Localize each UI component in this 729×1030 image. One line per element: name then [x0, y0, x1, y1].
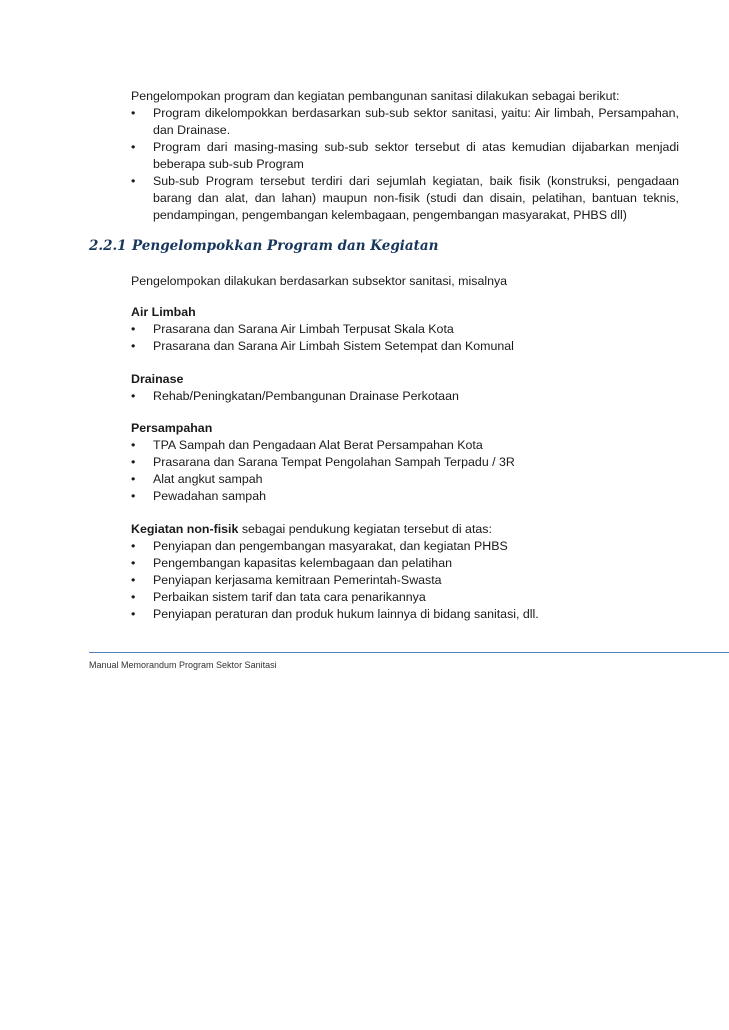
list-item: • Prasarana dan Sarana Air Limbah Sistem Setempat dan Komunal	[131, 339, 514, 353]
section-intro-text: Pengelompokan dilakukan berdasarkan subsektor sanitasi, misalnya	[131, 274, 508, 288]
section-title: Pengelompokkan Program dan Kegiatan	[132, 238, 439, 254]
intro-text: Pengelompokan program dan kegiatan pembangunan sanitasi dilakukan sebagai berikut:	[131, 89, 620, 103]
list-item: • Penyiapan dan pengembangan masyarakat, dan kegiatan PHBS	[131, 539, 508, 553]
intro-block	[131, 88, 679, 224]
section-number: 2.2.1	[89, 238, 127, 254]
non-fisik-list	[131, 538, 679, 623]
bullet-icon: •	[131, 489, 136, 503]
air-limbah-list	[131, 321, 679, 355]
bullet-icon: •	[131, 590, 136, 604]
bullet-icon: •	[131, 389, 136, 403]
list-item: • Pengembangan kapasitas kelembagaan dan pelatihan	[131, 556, 452, 570]
bullet-icon: •	[131, 106, 136, 120]
list-item: • Alat angkut sampah	[131, 472, 263, 486]
bullet-icon: •	[131, 607, 136, 621]
bullet-icon: •	[131, 472, 136, 486]
list-item: • Sub-sub Program tersebut terdiri dari sejumlah kegiatan, baik fisik (konstruksi, pengadaan barang dan alat, dan lahan) maupun non-fisik (studi dan disain, pelatihan, bantuan teknis, pendampingan, pengembangan kelembagaan, pengembangan masyarakat, PHBS dll)	[131, 174, 679, 222]
bullet-icon: •	[131, 322, 136, 336]
air-limbah-title: Air Limbah	[131, 305, 196, 319]
bullet-icon: •	[131, 140, 136, 154]
non-fisik-rest: sebagai pendukung kegiatan tersebut di atas:	[238, 522, 492, 536]
section-heading	[89, 238, 689, 254]
persampahan-group	[131, 420, 679, 505]
bullet-icon: •	[131, 174, 136, 188]
list-item: • Perbaikan sistem tarif dan tata cara penarikannya	[131, 590, 426, 604]
non-fisik-title: Kegiatan non-fisik	[131, 522, 239, 536]
list-item: • Prasarana dan Sarana Tempat Pengolahan Sampah Terpadu / 3R	[131, 455, 515, 469]
drainase-title: Drainase	[131, 372, 184, 386]
list-item: • Program dari masing-masing sub-sub sektor tersebut di atas kemudian dijabarkan menjadi beberapa sub-sub Program	[131, 140, 679, 171]
section-intro-block	[131, 273, 679, 290]
list-item: • Rehab/Peningkatan/Pembangunan Drainase Perkotaan	[131, 389, 459, 403]
footer-text: Manual Memorandum Program Sektor Sanitasi	[89, 660, 277, 670]
footer-divider	[89, 652, 729, 653]
list-item: • Prasarana dan Sarana Air Limbah Terpusat Skala Kota	[131, 322, 454, 336]
drainase-list	[131, 388, 679, 405]
list-item: • Penyiapan peraturan dan produk hukum lainnya di bidang sanitasi, dll.	[131, 607, 539, 621]
air-limbah-group	[131, 304, 679, 355]
bullet-icon: •	[131, 556, 136, 570]
persampahan-title: Persampahan	[131, 421, 213, 435]
bullet-icon: •	[131, 573, 136, 587]
non-fisik-intro	[131, 521, 679, 538]
list-item: • Penyiapan kerjasama kemitraan Pemerintah-Swasta	[131, 573, 442, 587]
list-item: • Pewadahan sampah	[131, 489, 266, 503]
list-item: • Program dikelompokkan berdasarkan sub-sub sektor sanitasi, yaitu: Air limbah, Persampahan, dan Drainase.	[131, 106, 679, 137]
list-item: • TPA Sampah dan Pengadaan Alat Berat Persampahan Kota	[131, 438, 483, 452]
drainase-group	[131, 371, 679, 405]
bullet-icon: •	[131, 438, 136, 452]
bullet-icon: •	[131, 539, 136, 553]
non-fisik-group	[131, 521, 679, 623]
persampahan-list	[131, 437, 679, 505]
intro-bullet-list	[131, 105, 679, 224]
bullet-icon: •	[131, 455, 136, 469]
bullet-icon: •	[131, 339, 136, 353]
